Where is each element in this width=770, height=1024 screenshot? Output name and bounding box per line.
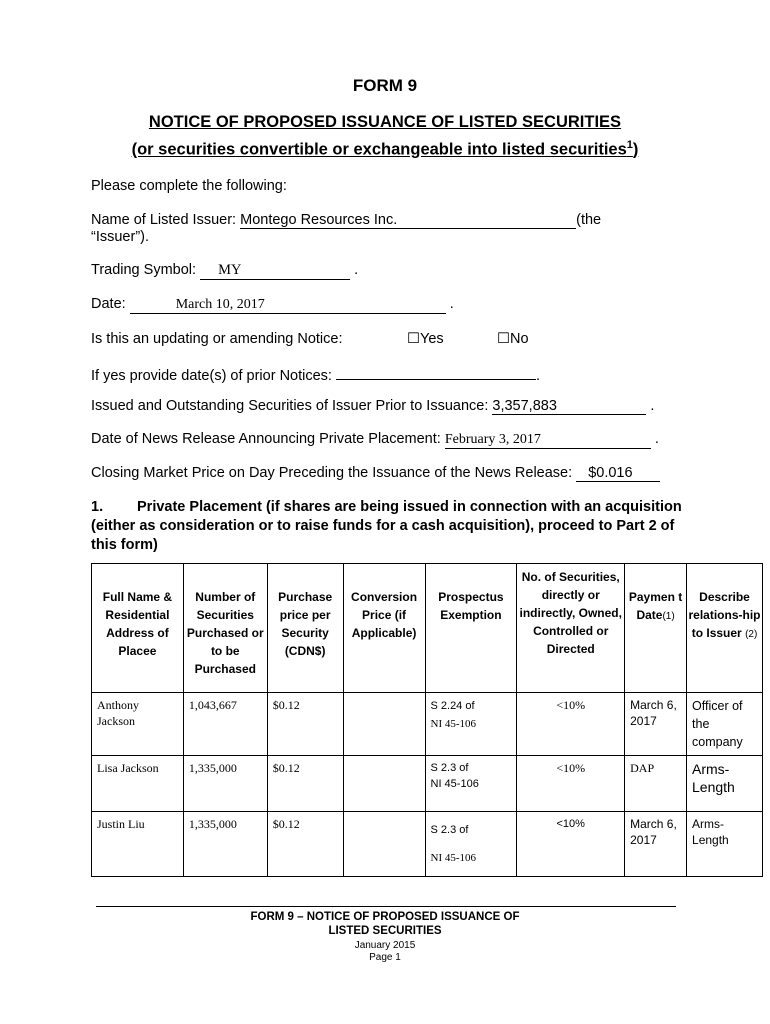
outstanding-label: Issued and Outstanding Securities of Issuer Prior to Issuance: bbox=[91, 398, 489, 414]
cell-relationship: Arms-Length bbox=[687, 756, 763, 812]
cell-exemption-a: S 2.3 of bbox=[430, 762, 469, 774]
notice-subtitle bbox=[0, 139, 770, 160]
page-number: Page 1 bbox=[369, 952, 401, 963]
cell-owned: <10% bbox=[517, 693, 625, 756]
cell-payment: DAP bbox=[625, 756, 687, 812]
date-label: Date: bbox=[91, 296, 126, 312]
cell-owned: <10% bbox=[517, 812, 625, 877]
form-title: FORM 9 bbox=[352, 76, 418, 95]
issuer-label: Name of Listed Issuer: bbox=[91, 212, 237, 228]
footer-line-1: FORM 9 – NOTICE OF PROPOSED ISSUANCE OF bbox=[250, 911, 520, 923]
cell-price: $0.12 bbox=[267, 812, 343, 877]
table-header-row bbox=[92, 564, 763, 693]
cell-conversion bbox=[343, 756, 425, 812]
intro-text: Please complete the following: bbox=[91, 178, 287, 194]
outstanding-field bbox=[91, 398, 654, 415]
footnote-marker: 1 bbox=[626, 139, 633, 151]
notice-subtitle-text: (or securities convertible or exchangeable into listed securities bbox=[131, 140, 627, 159]
footer-rule bbox=[96, 906, 676, 907]
footer-date: January 2015 bbox=[354, 940, 416, 951]
footer-line-2: LISTED SECURITIES bbox=[328, 925, 442, 937]
cell-exemption-b: NI 45-106 bbox=[430, 778, 479, 790]
header-describe bbox=[687, 564, 763, 693]
cell-exemption-a: S 2.3 of bbox=[430, 824, 469, 836]
cell-name: Lisa Jackson bbox=[92, 756, 184, 812]
trading-symbol-suffix: . bbox=[354, 262, 359, 278]
no-checkbox[interactable]: ☐No bbox=[497, 331, 529, 347]
notice-title: NOTICE OF PROPOSED ISSUANCE OF LISTED SECURITIES bbox=[148, 113, 622, 131]
header-owned: No. of Securities, directly or indirectly, Owned, Controlled or Directed bbox=[517, 564, 625, 693]
placees-table bbox=[91, 563, 763, 877]
cell-relationship: Arms-Length bbox=[687, 812, 763, 877]
header-payment bbox=[625, 564, 687, 693]
cell-number: 1,043,667 bbox=[183, 693, 267, 756]
header-payment-note: (1) bbox=[662, 611, 675, 622]
table-row bbox=[92, 812, 763, 877]
section-1-heading bbox=[91, 498, 691, 555]
prior-notices-label: If yes provide date(s) of prior Notices: bbox=[91, 368, 332, 384]
footer-title bbox=[0, 910, 770, 938]
news-release-value[interactable]: February 3, 2017 bbox=[445, 432, 651, 449]
header-describe-label: Describe relations-hip to Issuer bbox=[688, 590, 761, 640]
prior-notices-field bbox=[91, 365, 540, 384]
outstanding-value[interactable]: 3,357,883 bbox=[492, 398, 646, 415]
header-price: Purchase price per Security (CDN$) bbox=[267, 564, 343, 693]
news-release-suffix: . bbox=[654, 431, 659, 447]
amending-label: Is this an updating or amending Notice: bbox=[91, 331, 343, 347]
header-conversion: Conversion Price (if Applicable) bbox=[343, 564, 425, 693]
notice-subtitle-close: ) bbox=[632, 140, 639, 159]
header-full-name: Full Name & Residential Address of Placee bbox=[92, 564, 184, 693]
header-payment-label: Paymen t Date bbox=[628, 590, 683, 622]
cell-conversion bbox=[343, 812, 425, 877]
issuer-suffix: (the bbox=[576, 212, 602, 228]
trading-symbol-field bbox=[91, 262, 358, 280]
date-input[interactable] bbox=[130, 297, 446, 314]
closing-price-text: $0.016 bbox=[588, 465, 633, 481]
header-describe-note: (2) bbox=[745, 629, 758, 640]
cell-exemption-b: NI 45-106 bbox=[430, 852, 477, 864]
trading-symbol-value: MY bbox=[218, 262, 242, 278]
date-suffix: . bbox=[449, 296, 454, 312]
issuer-suffix-2: “Issuer”). bbox=[91, 229, 149, 245]
cell-owned: <10% bbox=[517, 756, 625, 812]
cell-name: Anthony Jackson bbox=[92, 693, 184, 756]
trading-symbol-label: Trading Symbol: bbox=[91, 262, 197, 278]
header-exemption: Prospectus Exemption bbox=[425, 564, 517, 693]
issuer-value[interactable]: Montego Resources Inc. bbox=[240, 212, 576, 229]
date-value: March 10, 2017 bbox=[175, 297, 265, 312]
date-field bbox=[91, 296, 454, 314]
header-number: Number of Securities Purchased or to be Purchased bbox=[183, 564, 267, 693]
cell-payment: March 6, 2017 bbox=[625, 812, 687, 877]
closing-price-value[interactable] bbox=[576, 465, 660, 482]
cell-price: $0.12 bbox=[267, 756, 343, 812]
closing-price-label: Closing Market Price on Day Preceding the Issuance of the News Release: bbox=[91, 465, 573, 481]
section-1-number: 1. bbox=[91, 499, 104, 515]
prior-notices-input[interactable] bbox=[336, 365, 536, 380]
section-1-title: Private Placement (if shares are being issued in connection with an acquisition (either as consideration or to raise funds for a cash acquisition), proceed to Part 2 of this form) bbox=[91, 499, 682, 553]
issuer-field bbox=[91, 212, 601, 229]
footer-meta bbox=[0, 940, 770, 964]
cell-payment: March 6, 2017 bbox=[625, 693, 687, 756]
cell-exemption-b: NI 45-106 bbox=[430, 718, 477, 730]
yes-checkbox[interactable]: ☐Yes bbox=[407, 331, 444, 347]
cell-relationship: Officer of the company bbox=[687, 693, 763, 756]
cell-exemption-a: S 2.24 of bbox=[430, 700, 475, 712]
cell-name: Justin Liu bbox=[92, 812, 184, 877]
prior-notices-suffix: . bbox=[536, 368, 541, 384]
cell-exemption bbox=[425, 756, 517, 812]
cell-exemption bbox=[425, 693, 517, 756]
table-row bbox=[92, 756, 763, 812]
cell-conversion bbox=[343, 693, 425, 756]
cell-price: $0.12 bbox=[267, 693, 343, 756]
news-release-label: Date of News Release Announcing Private Placement: bbox=[91, 431, 441, 447]
outstanding-suffix: . bbox=[650, 398, 655, 414]
table-row bbox=[92, 693, 763, 756]
closing-price-field bbox=[91, 465, 660, 482]
cell-number: 1,335,000 bbox=[183, 756, 267, 812]
cell-exemption bbox=[425, 812, 517, 877]
news-release-field bbox=[91, 431, 659, 449]
cell-number: 1,335,000 bbox=[183, 812, 267, 877]
trading-symbol-input[interactable] bbox=[200, 262, 350, 280]
